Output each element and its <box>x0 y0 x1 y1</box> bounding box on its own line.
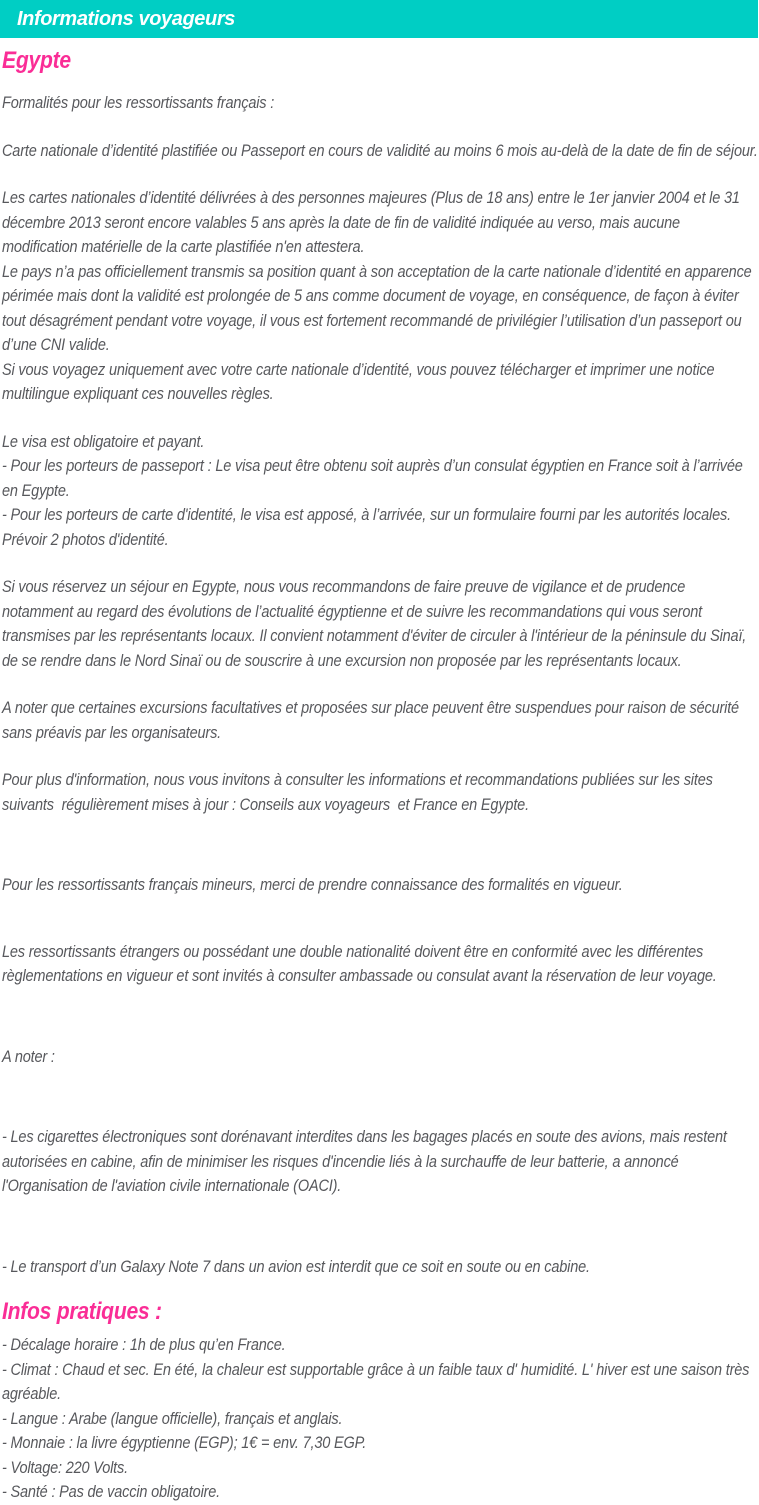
country-heading: Egypte <box>2 47 71 74</box>
content <box>0 48 758 1505</box>
paragraph-visa-carte-identite: - Pour les porteurs de carte d'identité, le visa est apposé, à l’arrivée, sur un formulaire fourni par les autorités locales. Prévoir 2 photos d'identité. <box>2 506 735 549</box>
paragraph-pays-position: Le pays n’a pas officiellement transmis sa position quant à son acceptation de la carte nationale d’identité en apparence périmée mais dont la validité est prolongée de 5 ans comme document de voyage, en conséquence, de façon à éviter tout désagrément pendant votre voyage, il vous est fortement recommandé de privilégier l’utilisation d’un passeport ou d’une CNI valide. <box>2 262 756 354</box>
paragraph-excursions-suspendues: A noter que certaines excursions facultatives et proposées sur place peuvent être suspendues pour raison de sécurité sans préavis par les organisateurs. <box>2 699 743 742</box>
infos-pratiques-heading: Infos pratiques : <box>2 1298 162 1325</box>
content-inner <box>2 48 759 1505</box>
info-sante: - Santé : Pas de vaccin obligatoire. <box>2 1483 221 1501</box>
paragraph-visa-obligatoire: Le visa est obligatoire et payant. <box>2 432 205 451</box>
info-voltage: - Voltage: 220 Volts. <box>2 1458 128 1477</box>
info-climat: - Climat : Chaud et sec. En été, la chaleur est supportable grâce à un faible taux d' humidité. L' hiver est une saison très agréable. <box>2 1360 754 1403</box>
info-monnaie: - Monnaie : la livre égyptienne (EGP); 1€ = env. 7,30 EGP. <box>2 1434 367 1452</box>
paragraph-a-noter: A noter : <box>2 1047 55 1066</box>
paragraph-mineurs: Pour les ressortissants français mineurs, merci de prendre connaissance des formalités en vigueur. <box>2 876 623 894</box>
paragraph-galaxy-note7: - Le transport d’un Galaxy Note 7 dans un avion est interdit que ce soit en soute ou en cabine. <box>2 1257 590 1276</box>
header-banner <box>0 0 758 38</box>
paragraph-ressortissants-etrangers: Les ressortissants étrangers ou possédant une double nationalité doivent être en conformité avec les différentes règlementations en vigueur et sont invités à consulter ambassade ou consulat avant la réservation de leur voyage. <box>2 942 717 985</box>
paragraph-sites-information: Pour plus d'information, nous vous invitons à consulter les informations et recommandations publiées sur les sites suivants régulièrement mises à jour : Conseils aux voyageurs et France en Egypte. <box>2 771 717 814</box>
paragraph-cartes-validite: Les cartes nationales d’identité délivrées à des personnes majeures (Plus de 18 ans) entre le 1er janvier 2004 et le 31 décembre 2013 seront encore valables 5 ans après la date de fin de validité indiquée au verso, mais aucune modification matérielle de la carte plastifiée n'en attestera. <box>2 189 744 256</box>
paragraph-visa-passeport: - Pour les porteurs de passeport : Le visa peut être obtenu soit auprès d’un consulat égyptien en France soit à l’arrivée en Egypte. <box>2 457 747 500</box>
paragraph-cigarettes-electroniques: - Les cigarettes électroniques sont dorénavant interdites dans les bagages placés en soute des avions, mais restent autorisées en cabine, afin de minimiser les risques d'incendie liés à la surchauffe de leur batterie, a annoncé l'Organisation de l'aviation civile internationale (OACI). <box>2 1128 731 1195</box>
paragraph-formalites-intro: Formalités pour les ressortissants français : <box>2 94 275 112</box>
paragraph-cni-passeport: Carte nationale d’identité plastifiée ou Passeport en cours de validité au moins 6 mois au-delà de la date de fin de séjour. <box>2 141 758 160</box>
paragraph-vigilance-sejour: Si vous réservez un séjour en Egypte, nous vous recommandons de faire preuve de vigilance et de prudence notamment au regard des évolutions de l’actualité égyptienne et de suivre les recommandations qui vous seront transmises par les représentants locaux. Il convient notamment d'éviter de circuler à l'intérieur de la péninsule du Sinaï, de se rendre dans le Nord Sinaï ou de souscrire à une excursion non proposée par les représentants locaux. <box>2 578 751 670</box>
page-title: Informations voyageurs <box>17 7 235 30</box>
info-langue: - Langue : Arabe (langue officielle), français et anglais. <box>2 1409 343 1428</box>
info-decalage-horaire: - Décalage horaire : 1h de plus qu’en France. <box>2 1336 286 1354</box>
paragraph-notice-multilingue: Si vous voyagez uniquement avec votre carte nationale d’identité, vous pouvez télécharger et imprimer une notice multilingue expliquant ces nouvelles règles. <box>2 360 719 403</box>
